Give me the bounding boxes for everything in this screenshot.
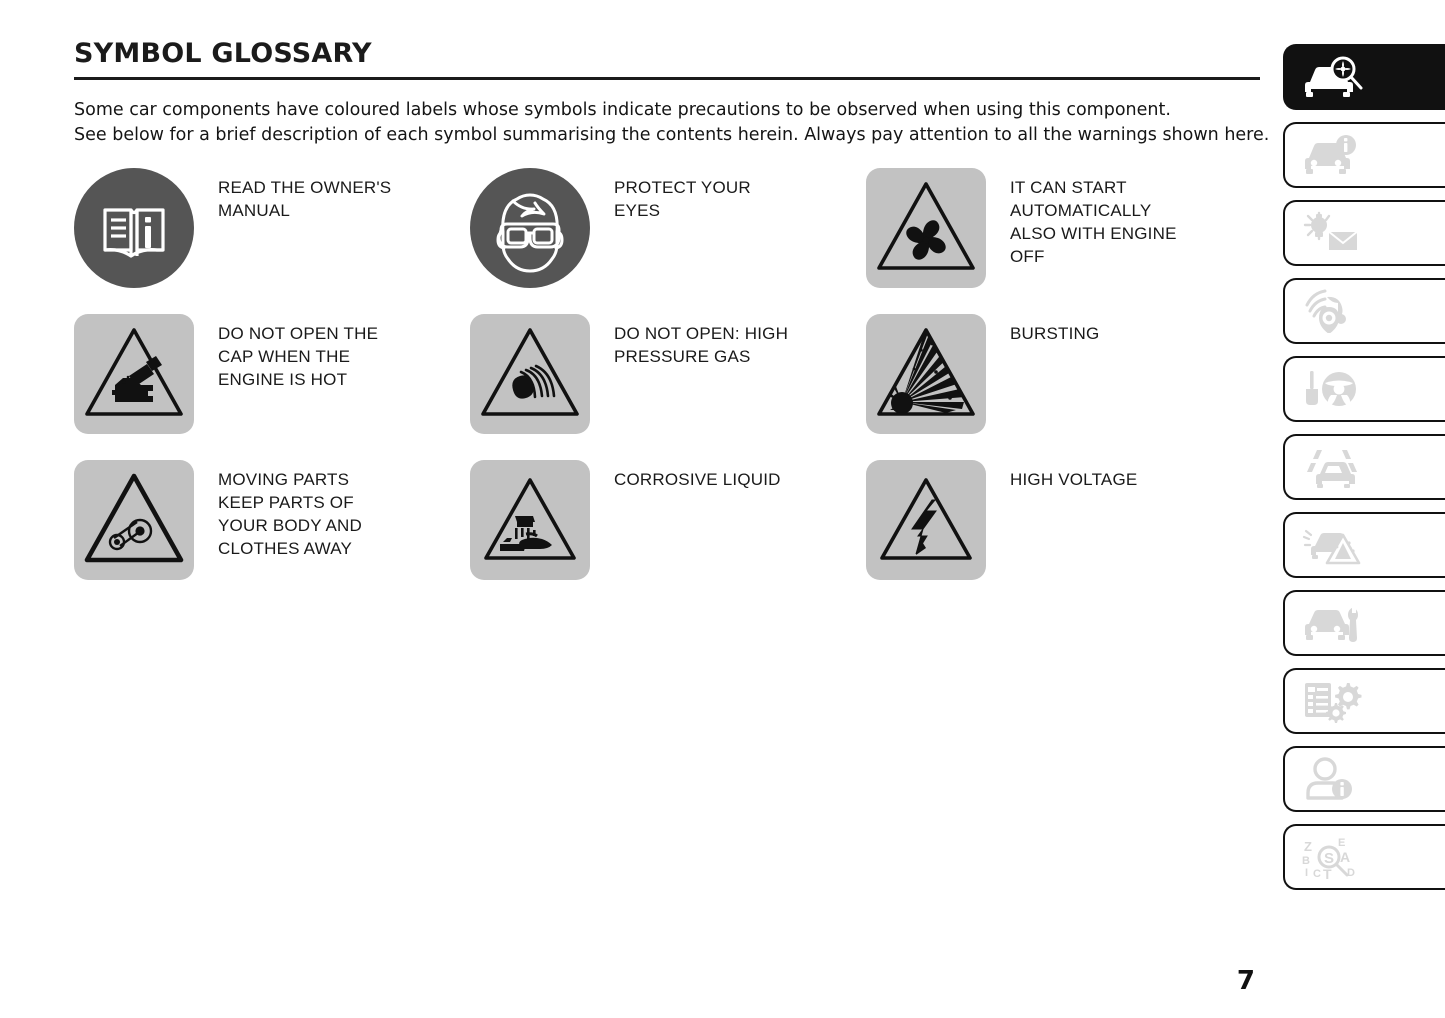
- car-info-icon: [1301, 133, 1367, 177]
- symbol-row: [74, 314, 1264, 460]
- label-line: AUTOMATICALLY: [1010, 201, 1152, 220]
- symbol-label: [614, 460, 781, 491]
- symbol-entry-corrosive-liquid: [470, 460, 866, 606]
- sidebar-item-dashboard-info[interactable]: [1283, 122, 1445, 188]
- symbol-entry-bursting: [866, 314, 1262, 460]
- warning-triangle-hot-cap-icon: [74, 314, 194, 434]
- sidebar-item-know-your-car[interactable]: [1283, 44, 1445, 110]
- index-letter-z: Z: [1304, 839, 1312, 854]
- symbol-label: [1010, 314, 1099, 345]
- index-letter-c: C: [1313, 868, 1321, 879]
- radio-music-pin-icon: [1301, 289, 1367, 333]
- index-letter-a: A: [1340, 849, 1351, 865]
- title-divider: [74, 77, 1260, 80]
- car-lane-assist-icon: [1301, 445, 1367, 489]
- symbol-label: [218, 168, 391, 222]
- label-line: HIGH VOLTAGE: [1010, 470, 1138, 489]
- symbol-entry-high-voltage: [866, 460, 1262, 606]
- label-line: DO NOT OPEN: HIGH: [614, 324, 789, 343]
- open-book-info-icon: [74, 168, 194, 288]
- symbol-entry-protect-your-eyes: [470, 168, 866, 314]
- index-letter-t: T: [1323, 866, 1332, 879]
- sidebar-item-alphabetical-index[interactable]: [1283, 824, 1445, 890]
- index-letter-d: D: [1347, 867, 1355, 879]
- symbol-label: [614, 314, 788, 368]
- letters-magnifier-icon: [1301, 835, 1377, 879]
- label-line: BURSTING: [1010, 324, 1100, 343]
- label-line: EYES: [614, 201, 661, 220]
- index-letter-e: E: [1338, 837, 1346, 849]
- safety-goggles-face-icon: [470, 168, 590, 288]
- label-line: YOUR BODY AND: [218, 516, 362, 535]
- symbol-label: [218, 314, 378, 391]
- warning-triangle-pressure-gas-icon: [470, 314, 590, 434]
- sidebar-item-infotainment[interactable]: [1283, 278, 1445, 344]
- label-line: IT CAN START: [1010, 178, 1127, 197]
- warning-triangle-explosion-icon: [866, 314, 986, 434]
- label-line: MOVING PARTS: [218, 470, 350, 489]
- sidebar-item-emergency[interactable]: [1283, 512, 1445, 578]
- label-line: MANUAL: [218, 201, 291, 220]
- warning-triangle-high-voltage-icon: [866, 460, 986, 580]
- sidebar-item-warning-lights[interactable]: [1283, 200, 1445, 266]
- index-letter-i: I: [1305, 867, 1309, 879]
- index-letter-b: B: [1302, 855, 1310, 867]
- sidebar-item-technical-specs[interactable]: [1283, 668, 1445, 734]
- label-line: CAP WHEN THE: [218, 347, 351, 366]
- symbol-entry-it-can-start-automatically: [866, 168, 1262, 314]
- symbol-label: [218, 460, 362, 560]
- symbol-entry-do-not-open-high-pressure-gas: [470, 314, 866, 460]
- car-wrench-icon: [1301, 601, 1367, 645]
- symbol-entry-moving-parts: [74, 460, 470, 606]
- intro-line-2: See below for a brief description of each symbol summarising the contents herein. Always pay attention to all the warnings shown here.: [74, 125, 1270, 146]
- warning-lamp-message-icon: [1301, 211, 1367, 255]
- key-steering-wheel-icon: [1301, 367, 1367, 411]
- sidebar-item-driving-assistance[interactable]: [1283, 434, 1445, 500]
- person-info-icon: [1301, 757, 1367, 801]
- label-line: READ THE OWNER'S: [218, 178, 392, 197]
- list-gears-icon: [1301, 679, 1367, 723]
- warning-triangle-corrosive-icon: [470, 460, 590, 580]
- label-line: PROTECT YOUR: [614, 178, 751, 197]
- label-line: KEEP PARTS OF: [218, 493, 354, 512]
- symbol-label: [1010, 460, 1137, 491]
- symbol-row: [74, 460, 1264, 606]
- symbol-label: [1010, 168, 1177, 268]
- warning-triangle-fan-icon: [866, 168, 986, 288]
- symbol-row: [74, 168, 1264, 314]
- sidebar-item-customer-service[interactable]: [1283, 746, 1445, 812]
- section-tab-sidebar: [1283, 44, 1445, 902]
- sidebar-item-starting-driving[interactable]: [1283, 356, 1445, 422]
- car-hazard-triangle-icon: [1301, 523, 1367, 567]
- page-title: SYMBOL GLOSSARY: [74, 38, 372, 69]
- car-magnifier-icon: [1301, 55, 1367, 99]
- label-line: OFF: [1010, 247, 1045, 266]
- label-line: PRESSURE GAS: [614, 347, 751, 366]
- label-line: ENGINE IS HOT: [218, 370, 348, 389]
- intro-line-1: Some car components have coloured labels whose symbols indicate precautions to be observed when using this component.: [74, 100, 1171, 121]
- index-letter-s: S: [1324, 850, 1335, 867]
- label-line: CLOTHES AWAY: [218, 539, 353, 558]
- page-number: 7: [1236, 966, 1255, 996]
- page-header-block: [74, 38, 1270, 148]
- label-line: ALSO WITH ENGINE: [1010, 224, 1177, 243]
- label-line: CORROSIVE LIQUID: [614, 470, 781, 489]
- symbol-glossary-grid: [74, 168, 1264, 606]
- label-line: DO NOT OPEN THE: [218, 324, 379, 343]
- symbol-label: [614, 168, 751, 222]
- sidebar-item-maintenance-care[interactable]: [1283, 590, 1445, 656]
- warning-triangle-belt-pulley-icon: [74, 460, 194, 580]
- symbol-entry-do-not-open-cap-engine-hot: [74, 314, 470, 460]
- intro-paragraph: [74, 98, 1270, 148]
- symbol-entry-read-the-owners-manual: [74, 168, 470, 314]
